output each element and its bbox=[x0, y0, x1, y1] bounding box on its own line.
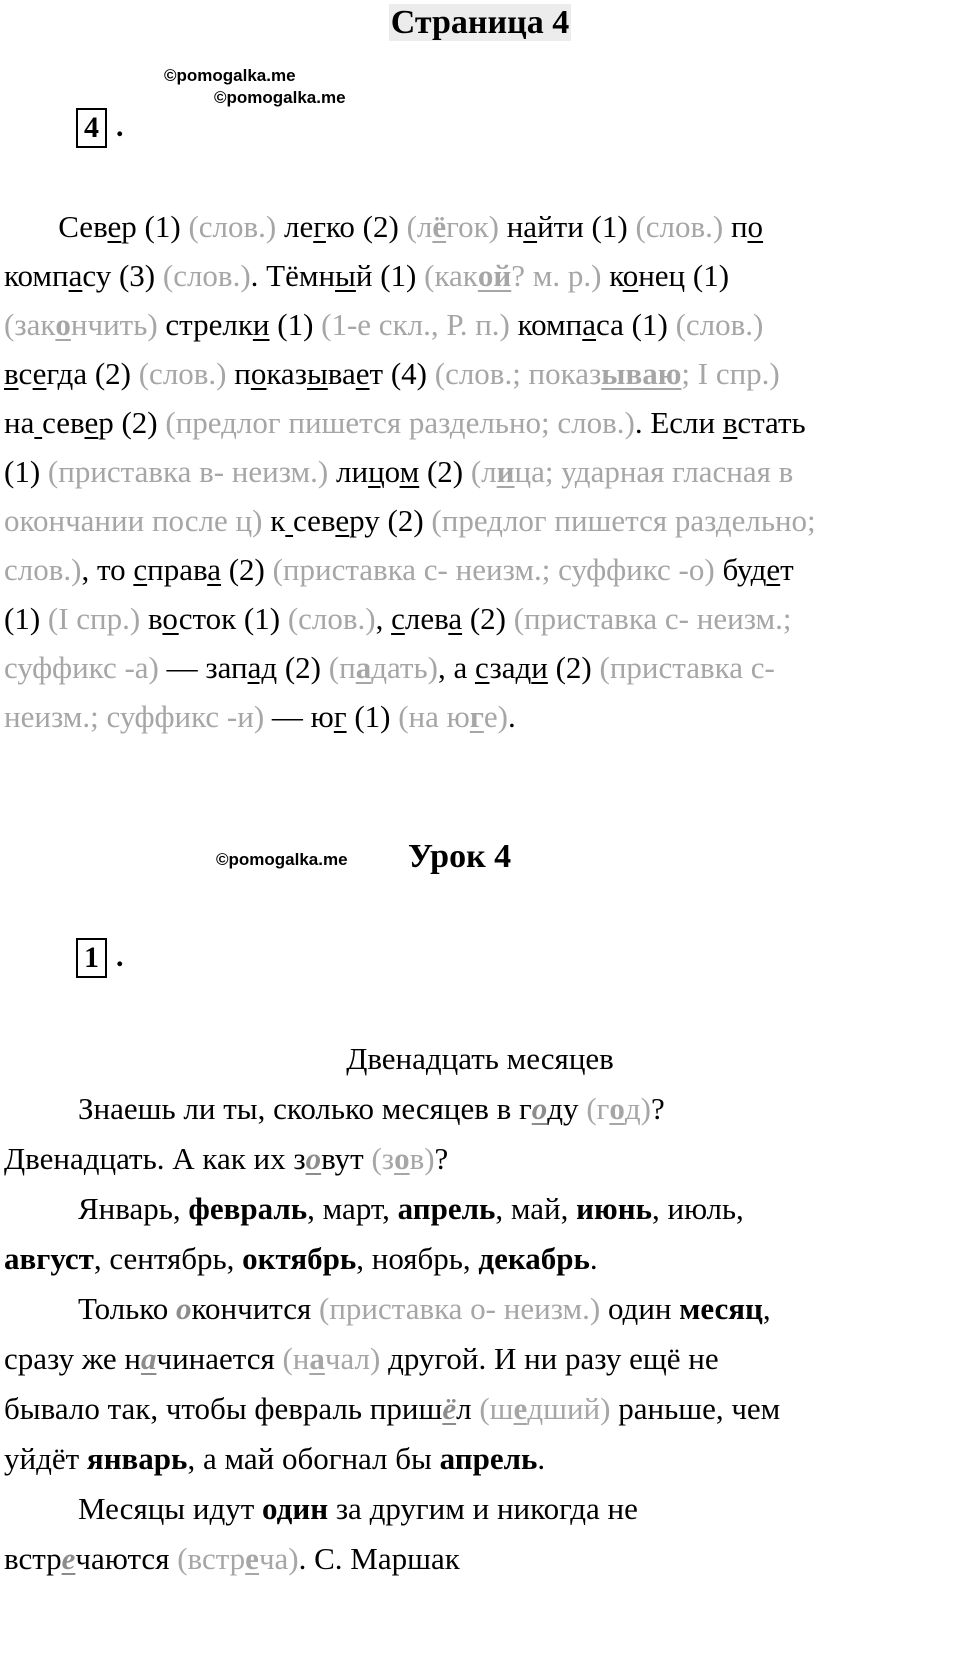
hint-text: (I спр.) bbox=[47, 601, 141, 636]
text-run: в bbox=[140, 601, 163, 636]
text-run: . bbox=[537, 1441, 546, 1476]
text-line bbox=[4, 1534, 904, 1584]
text-run: лев bbox=[404, 601, 449, 636]
hint-text: (встр bbox=[177, 1541, 246, 1576]
task-number-dot: . bbox=[116, 940, 124, 973]
hint-text: (зак bbox=[4, 307, 56, 342]
watermark-2: ©pomogalka.me bbox=[214, 88, 346, 107]
text-run: г bbox=[333, 699, 347, 734]
text-run: комп bbox=[4, 258, 69, 293]
text-line bbox=[4, 251, 904, 300]
text-run: февраль bbox=[188, 1191, 308, 1226]
text-run: о bbox=[531, 1091, 548, 1126]
text-run bbox=[285, 503, 293, 538]
hint-text: о bbox=[55, 307, 71, 342]
text-run: и bbox=[252, 307, 270, 342]
text-heading: Двенадцать месяцев bbox=[346, 1041, 614, 1076]
hint-text: (н bbox=[282, 1341, 310, 1376]
text-run: (1) bbox=[346, 699, 399, 734]
text-run: вут bbox=[321, 1141, 372, 1176]
text-line bbox=[4, 1084, 904, 1134]
text-run: р (1) bbox=[121, 209, 189, 244]
text-line bbox=[4, 1284, 904, 1334]
text-run: сток (1) bbox=[178, 601, 288, 636]
text-run: встр bbox=[4, 1541, 62, 1576]
text-run: , март, bbox=[307, 1191, 398, 1226]
text-line bbox=[4, 202, 904, 251]
text-run: г bbox=[313, 209, 326, 244]
text-run: , bbox=[375, 601, 392, 636]
task-number: 4 bbox=[84, 111, 99, 144]
text-run: т (4) bbox=[369, 356, 435, 391]
hint-text: е bbox=[513, 1391, 528, 1426]
text-run: кончится bbox=[191, 1291, 319, 1326]
hint-text: и bbox=[496, 454, 515, 489]
text-run: в bbox=[722, 405, 738, 440]
hint-text: е bbox=[245, 1541, 259, 1576]
hint-text: (слов.) bbox=[287, 601, 376, 636]
task-4-text bbox=[4, 202, 904, 741]
text-run: сев bbox=[42, 405, 85, 440]
text-line bbox=[4, 643, 904, 692]
text-run: йти (1) bbox=[537, 209, 636, 244]
text-run: (1) bbox=[269, 307, 322, 342]
text-run: а bbox=[523, 209, 538, 244]
text-run: , июль, bbox=[651, 1191, 744, 1226]
text-run: (2) bbox=[419, 454, 471, 489]
text-run: на bbox=[4, 405, 35, 440]
text-run: ц bbox=[368, 454, 385, 489]
text-line bbox=[4, 1434, 904, 1484]
text-run: а bbox=[582, 307, 597, 342]
text-run: е bbox=[355, 356, 370, 391]
text-run: й (1) bbox=[355, 258, 425, 293]
text-run: о bbox=[162, 601, 179, 636]
text-run: с bbox=[391, 601, 405, 636]
hint-text: (как bbox=[424, 258, 478, 293]
hint-text: д) bbox=[624, 1091, 651, 1126]
text-run: (2) bbox=[547, 650, 600, 685]
text-run: нец (1) bbox=[638, 258, 730, 293]
text-line bbox=[4, 1384, 904, 1434]
text-line bbox=[4, 300, 904, 349]
text-run: ? bbox=[650, 1091, 665, 1126]
text-run: — ю bbox=[264, 699, 334, 734]
text-run: (2) bbox=[462, 601, 514, 636]
text-run: са (1) bbox=[596, 307, 676, 342]
text-run: прав bbox=[147, 552, 208, 587]
hint-text: (л bbox=[406, 209, 433, 244]
text-run: о bbox=[622, 258, 639, 293]
text-run: п bbox=[226, 356, 251, 391]
hint-text: (на ю bbox=[398, 699, 470, 734]
text-run: , май, bbox=[495, 1191, 577, 1226]
hint-text: суффикс -а) bbox=[4, 650, 159, 685]
hint-text: ; I спр.) bbox=[681, 356, 780, 391]
text-run: ё bbox=[442, 1391, 457, 1426]
text-run: Только bbox=[78, 1291, 177, 1326]
text-line bbox=[4, 545, 904, 594]
hint-text: окончании после ц) bbox=[4, 503, 263, 538]
text-run: а bbox=[68, 258, 83, 293]
task-number-box bbox=[76, 938, 107, 978]
text-run: уйдёт bbox=[4, 1441, 87, 1476]
hint-text: ё bbox=[432, 209, 447, 244]
hint-text: (приставка с- bbox=[599, 650, 775, 685]
hint-text: (л bbox=[470, 454, 497, 489]
hint-text: (г bbox=[586, 1091, 610, 1126]
hint-text: (предлог пишется раздельно; bbox=[431, 503, 816, 538]
text-run bbox=[34, 405, 42, 440]
text-run: о bbox=[384, 454, 400, 489]
text-run: ы bbox=[306, 356, 328, 391]
text-run: сразу же н bbox=[4, 1341, 141, 1376]
text-run: п bbox=[723, 209, 748, 244]
text-run: ад bbox=[247, 650, 278, 685]
hint-text: (п bbox=[328, 650, 356, 685]
text-run: с bbox=[133, 552, 148, 587]
text-run: ? bbox=[434, 1141, 449, 1176]
text-run: м bbox=[399, 454, 420, 489]
hint-text: г bbox=[469, 699, 484, 734]
text-run: Январь, bbox=[78, 1191, 189, 1226]
hint-text: (слов.) bbox=[635, 209, 724, 244]
text-run: о bbox=[176, 1291, 192, 1326]
text-run: декабрь bbox=[478, 1241, 590, 1276]
text-run: чинается bbox=[156, 1341, 283, 1376]
text-run: к bbox=[601, 258, 623, 293]
text-run: Месяцы идут bbox=[78, 1491, 263, 1526]
text-run: зад bbox=[489, 650, 532, 685]
text-run: н bbox=[498, 209, 524, 244]
text-run: с bbox=[18, 356, 33, 391]
text-run: Сев bbox=[4, 209, 108, 244]
text-run: , то bbox=[81, 552, 134, 587]
text-line bbox=[4, 398, 904, 447]
text-run: комп bbox=[509, 307, 583, 342]
text-run: стрелк bbox=[157, 307, 253, 342]
text-run: о bbox=[305, 1141, 322, 1176]
text-run: другой. И ни разу ещё не bbox=[380, 1341, 719, 1376]
text-run: август bbox=[4, 1241, 94, 1276]
text-run: , ноябрь, bbox=[356, 1241, 479, 1276]
text-line bbox=[4, 1184, 904, 1234]
text-run: ы bbox=[335, 258, 356, 293]
task-1-text bbox=[4, 1084, 904, 1584]
text-run: к bbox=[262, 503, 286, 538]
text-run: ко (2) bbox=[325, 209, 407, 244]
text-run: е bbox=[766, 552, 781, 587]
text-run: один bbox=[262, 1491, 329, 1526]
text-run: ле bbox=[276, 209, 314, 244]
text-run: о bbox=[747, 209, 764, 244]
text-run: . bbox=[507, 699, 516, 734]
hint-text: (приставка с- неизм.; суффикс -о) bbox=[272, 552, 715, 587]
text-run: а bbox=[140, 1341, 157, 1376]
hint-text: о bbox=[394, 1141, 410, 1176]
watermark-1: ©pomogalka.me bbox=[164, 66, 296, 85]
task-number: 1 bbox=[84, 941, 99, 974]
text-run: су (3) bbox=[82, 258, 163, 293]
hint-text: (1-е скл., Р. п.) bbox=[321, 307, 510, 342]
text-line bbox=[4, 1334, 904, 1384]
page-title-text: Страница 4 bbox=[390, 4, 570, 41]
text-line bbox=[4, 594, 904, 643]
text-line bbox=[4, 692, 904, 741]
text-run: . С. Маршак bbox=[298, 1541, 460, 1576]
text-run: . Если bbox=[634, 405, 723, 440]
page-title bbox=[0, 4, 960, 42]
text-run: р (2) bbox=[98, 405, 166, 440]
text-run: , а bbox=[437, 650, 475, 685]
text-line bbox=[4, 349, 904, 398]
text-run: . Тёмн bbox=[250, 258, 336, 293]
hint-text: (слов.) bbox=[138, 356, 227, 391]
text-run: . bbox=[589, 1241, 598, 1276]
text-line bbox=[4, 1234, 904, 1284]
hint-text: ываю bbox=[601, 356, 682, 391]
text-line bbox=[4, 1134, 904, 1184]
hint-text: (приставка о- неизм.) bbox=[319, 1291, 601, 1326]
text-run: и bbox=[531, 650, 548, 685]
text-run: июнь bbox=[576, 1191, 652, 1226]
text-run: один bbox=[600, 1291, 680, 1326]
text-run: каз bbox=[266, 356, 307, 391]
text-run: (1) bbox=[4, 454, 48, 489]
text-run: Двенадцать. А как их з bbox=[4, 1141, 306, 1176]
text-run: месяц bbox=[679, 1291, 763, 1326]
hint-text: е) bbox=[483, 699, 508, 734]
text-run: е bbox=[61, 1541, 76, 1576]
hint-text: неизм.; суффикс -и) bbox=[4, 699, 265, 734]
text-run: — зап bbox=[158, 650, 248, 685]
text-run: сев bbox=[293, 503, 336, 538]
text-run: Знаешь ли ты, сколько месяцев в г bbox=[78, 1091, 532, 1126]
hint-text: ца; ударная гласная в bbox=[514, 454, 794, 489]
text-run: т bbox=[780, 552, 794, 587]
hint-text: дать) bbox=[371, 650, 438, 685]
text-run: январь bbox=[86, 1441, 188, 1476]
hint-text: (з bbox=[371, 1141, 395, 1176]
hint-text: (приставка с- неизм.; bbox=[513, 601, 792, 636]
hint-text: ой bbox=[477, 258, 512, 293]
text-run: е bbox=[84, 405, 99, 440]
hint-text: а bbox=[309, 1341, 325, 1376]
text-run: , bbox=[762, 1291, 771, 1326]
text-line bbox=[4, 1484, 904, 1534]
text-run: а bbox=[207, 552, 221, 587]
text-run: стать bbox=[737, 405, 806, 440]
text-run: буд bbox=[714, 552, 767, 587]
text-run: (1) bbox=[4, 601, 48, 636]
text-run: чаются bbox=[75, 1541, 178, 1576]
text-run: октябрь bbox=[242, 1241, 357, 1276]
text-run: е bbox=[107, 209, 122, 244]
text-run: о bbox=[250, 356, 267, 391]
hint-text: а bbox=[355, 650, 372, 685]
text-run: е bbox=[32, 356, 47, 391]
hint-text: слов.) bbox=[4, 552, 82, 587]
task-number-box bbox=[76, 108, 107, 148]
text-run: апрель bbox=[397, 1191, 496, 1226]
text-run: за другим и никогда не bbox=[328, 1491, 638, 1526]
task-number-dot: . bbox=[116, 110, 124, 143]
text-run: гда (2) bbox=[46, 356, 139, 391]
text-run: а bbox=[448, 601, 463, 636]
text-run: ру (2) bbox=[349, 503, 432, 538]
hint-text: чал) bbox=[324, 1341, 381, 1376]
hint-text: в) bbox=[409, 1141, 435, 1176]
text-run: (2) bbox=[277, 650, 329, 685]
text-run: ва bbox=[327, 356, 356, 391]
hint-text: о bbox=[609, 1091, 625, 1126]
text-run: бывало так, чтобы февраль приш bbox=[4, 1391, 443, 1426]
text-run: (2) bbox=[220, 552, 273, 587]
hint-text: (приставка в- неизм.) bbox=[47, 454, 329, 489]
text-run: в bbox=[4, 356, 19, 391]
text-run: , сентябрь, bbox=[93, 1241, 243, 1276]
text-run: е bbox=[335, 503, 350, 538]
hint-text: нчить) bbox=[70, 307, 158, 342]
text-run: ду bbox=[547, 1091, 587, 1126]
hint-text: дший) bbox=[527, 1391, 611, 1426]
hint-text: (слов.; показ bbox=[434, 356, 602, 391]
lesson-title: Урок 4 bbox=[408, 838, 512, 875]
hint-text: (предлог пишется раздельно; слов.) bbox=[165, 405, 635, 440]
hint-text: (ш bbox=[479, 1391, 514, 1426]
hint-text: (слов.) bbox=[675, 307, 764, 342]
lesson-watermark: ©pomogalka.me bbox=[216, 850, 348, 869]
text-line bbox=[4, 496, 904, 545]
text-run: , а май обогнал бы bbox=[187, 1441, 440, 1476]
hint-text: (слов.) bbox=[188, 209, 277, 244]
text-run: с bbox=[474, 650, 490, 685]
hint-text: ? м. р.) bbox=[511, 258, 602, 293]
hint-text: (слов.) bbox=[162, 258, 251, 293]
hint-text: гок) bbox=[446, 209, 499, 244]
text-line bbox=[4, 447, 904, 496]
text-run: апрель bbox=[439, 1441, 538, 1476]
text-run: раньше, чем bbox=[610, 1391, 781, 1426]
text-run: л bbox=[456, 1391, 480, 1426]
hint-text: ча) bbox=[258, 1541, 299, 1576]
text-run: ли bbox=[328, 454, 369, 489]
